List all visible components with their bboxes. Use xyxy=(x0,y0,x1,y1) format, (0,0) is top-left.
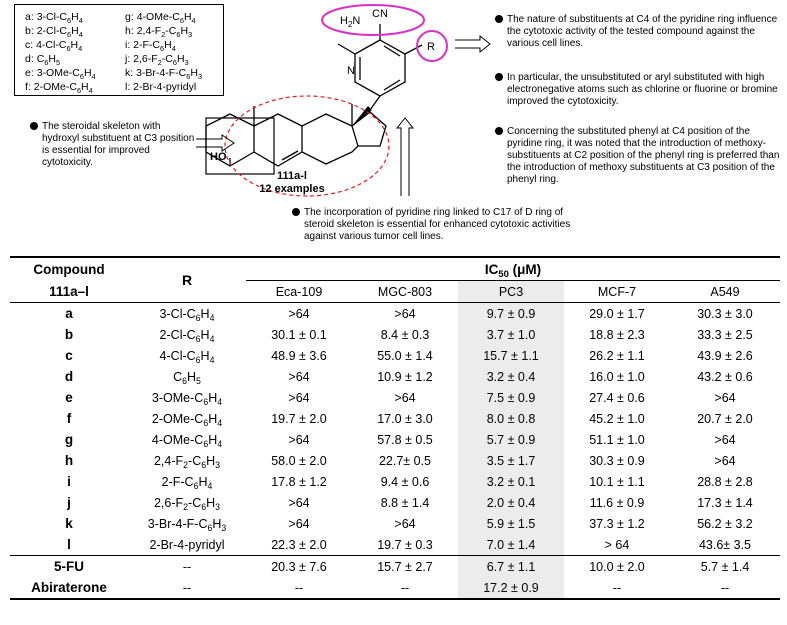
ic50-value: 8.0 ± 0.8 xyxy=(458,408,564,429)
table-row xyxy=(10,492,780,513)
ic50-value: 5.7 ± 0.9 xyxy=(458,429,564,450)
examples-label: 12 examples xyxy=(259,183,325,195)
ic50-value: 30.3 ± 0.9 xyxy=(589,453,645,468)
header-compound-ids: 111a–l xyxy=(49,283,89,299)
header-ic50: $IC_{50}$ (μM) xyxy=(246,257,780,281)
bullet-icon xyxy=(30,122,38,130)
table-row xyxy=(10,471,780,492)
ic50-value: 22.3 ± 2.0 xyxy=(271,537,327,552)
substituent-r: $2-Cl-C_6H_4$ xyxy=(159,327,215,344)
ic50-value: 22.7± 0.5 xyxy=(378,453,432,468)
cn-label: CN xyxy=(372,8,388,20)
ic50-value: 30.3 ± 3.0 xyxy=(697,306,753,321)
ic50-value: 3.7 ± 1.0 xyxy=(458,324,564,345)
substituent-r: 2-Br-4-pyridyl xyxy=(149,537,225,552)
legend-c: c: $4-Cl-C_6H_4$ xyxy=(25,39,83,53)
ic50-value: >64 xyxy=(288,432,310,447)
table-row xyxy=(10,429,780,450)
ic50-value: 57.8 ± 0.5 xyxy=(377,432,433,447)
ic50-value: -- xyxy=(294,580,304,595)
ic50-value: 7.5 ± 0.9 xyxy=(458,387,564,408)
ic50-value: >64 xyxy=(288,390,310,405)
note-steroid: The steroidal skeleton with hydroxyl substituent at C3 position is essential for improved cytotoxicity. xyxy=(30,121,200,169)
substituent-r: -- xyxy=(182,559,192,574)
ic50-value: >64 xyxy=(288,516,310,531)
ic50-value: >64 xyxy=(714,390,736,405)
legend-i: i: $2-F-C_6H_4$ xyxy=(125,39,176,53)
note-right-2: In particular, the unsubstituted or aryl substituted with high electronegative atoms such as chlorine or fluorine or bromine improved the cytotoxicity. xyxy=(495,72,780,108)
note-right-1: The nature of substituents at C4 of the pyridine ring influence the cytotoxic activity of the tested compound against the various cell lines. xyxy=(495,14,780,50)
ic50-value: 16.0 ± 1.0 xyxy=(589,369,645,384)
ic50-value: 19.7 ± 0.3 xyxy=(377,537,433,552)
table-row xyxy=(10,366,780,387)
ic50-value: 3.2 ± 0.4 xyxy=(458,366,564,387)
legend-a: a: $3-Cl-C_6H_4$ xyxy=(25,11,83,25)
ic50-value: -- xyxy=(400,580,410,595)
ic50-value: 45.2 ± 1.0 xyxy=(589,411,645,426)
ic50-table xyxy=(10,256,780,600)
ic50-value: 33.3 ± 2.5 xyxy=(697,327,753,342)
legend-b: b: $2-Cl-C_6H_4$ xyxy=(25,25,83,39)
ic50-value: 17.2 ± 0.9 xyxy=(458,577,564,599)
ic50-value: >64 xyxy=(288,495,310,510)
substituent-r: $2-OMe-C_6H_4$ xyxy=(151,411,223,428)
ic50-value: >64 xyxy=(394,516,416,531)
legend-k: k: $3-Br-4-F-C_6H_3$ xyxy=(125,67,203,81)
ic50-value: 30.1 ± 0.1 xyxy=(271,327,327,342)
ic50-value: >64 xyxy=(714,453,736,468)
substituent-r: $3-Br-4-F-C_6H_3$ xyxy=(147,516,227,533)
ic50-value: -- xyxy=(720,580,730,595)
substituent-r: $2,6-F_2-C_6H_3$ xyxy=(153,495,221,512)
substituent-r: $2-F-C_6H_4$ xyxy=(161,474,213,491)
ic50-value: >64 xyxy=(288,306,310,321)
ic50-value: 3.5 ± 1.7 xyxy=(458,450,564,471)
substituent-r: $3-Cl-C_6H_4$ xyxy=(159,306,215,323)
ic50-value: 7.0 ± 1.4 xyxy=(458,534,564,556)
ic50-value: 48.9 ± 3.6 xyxy=(271,348,327,363)
compound-id: i xyxy=(67,474,71,489)
ic50-value: >64 xyxy=(394,390,416,405)
substituent-r: -- xyxy=(182,580,192,595)
ic50-value: 26.2 ± 1.1 xyxy=(589,348,645,363)
ic50-value: 43.6± 3.5 xyxy=(698,537,752,552)
r-label: R xyxy=(427,41,435,53)
ic50-value: -- xyxy=(612,580,622,595)
table-row xyxy=(10,513,780,534)
ic50-value: 51.1 ± 1.0 xyxy=(589,432,645,447)
bullet-icon xyxy=(292,208,300,216)
ic50-value: 43.9 ± 2.6 xyxy=(697,348,753,363)
bullet-icon xyxy=(495,73,503,81)
n-label: N xyxy=(347,65,355,77)
table-row xyxy=(10,450,780,471)
ic50-value: 8.4 ± 0.3 xyxy=(380,327,430,342)
ic50-value: 56.2 ± 3.2 xyxy=(697,516,753,531)
ic50-value: 15.7 ± 2.7 xyxy=(377,559,433,574)
ho-label: HO xyxy=(210,151,227,163)
ic50-value: 27.4 ± 0.6 xyxy=(589,390,645,405)
ic50-value: 2.0 ± 0.4 xyxy=(458,492,564,513)
ic50-value: 6.7 ± 1.1 xyxy=(458,556,564,578)
note-right-3: Concerning the substituted phenyl at C4 position of the pyridine ring, it was noted that the introduction of methoxy- substituents at C2 position of the phenyl ring is preferred than the introduction of methoxy substituents at C3 position of the phenyl ring. xyxy=(495,126,780,186)
ic50-value: 3.2 ± 0.1 xyxy=(458,471,564,492)
note-pyridine: The incorporation of pyridine ring linked to C17 of D ring of steroid skeleton is essential for enhanced cytotoxic activities against various tumor cell lines. xyxy=(292,207,592,243)
compound-id: 5-FU xyxy=(54,559,84,574)
ic50-value: 58.0 ± 2.0 xyxy=(271,453,327,468)
compound-label: 111a-l xyxy=(277,170,307,182)
legend-d: d: $C_6H_5$ xyxy=(25,53,61,67)
table-row xyxy=(10,387,780,408)
substituent-r: $4-Cl-C_6H_4$ xyxy=(159,348,215,365)
ic50-value: 37.3 ± 1.2 xyxy=(589,516,645,531)
ic50-value: >64 xyxy=(714,432,736,447)
compound-id: f xyxy=(66,411,72,426)
bullet-icon xyxy=(495,15,503,23)
header-mcf7: MCF-7 xyxy=(597,284,637,299)
header-mgc803: MGC-803 xyxy=(377,284,433,299)
legend-f: f: $2-OMe-C_6H_4$ xyxy=(25,81,93,95)
substituent-r: $3-OMe-C_6H_4$ xyxy=(151,390,223,407)
ic50-value: 5.9 ± 1.5 xyxy=(458,513,564,534)
ic50-value: 10.9 ± 1.2 xyxy=(377,369,433,384)
ic50-value: 10.1 ± 1.1 xyxy=(589,474,645,489)
table-row xyxy=(10,324,780,345)
header-pc3: PC3 xyxy=(458,281,564,303)
ic50-value: 8.8 ± 1.4 xyxy=(380,495,430,510)
compound-id: c xyxy=(65,348,73,363)
legend-e: e: $3-OMe-C_6H_4$ xyxy=(25,67,96,81)
ic50-value: 29.0 ± 1.7 xyxy=(589,306,645,321)
table-row xyxy=(10,534,780,556)
ic50-value: >64 xyxy=(394,306,416,321)
bullet-icon xyxy=(495,127,503,135)
table-row xyxy=(10,303,780,325)
header-eca109: Eca-109 xyxy=(275,284,323,299)
ic50-value: 20.7 ± 2.0 xyxy=(697,411,753,426)
table-row xyxy=(10,577,780,599)
compound-id: a xyxy=(65,306,73,321)
compound-id: Abiraterone xyxy=(31,580,107,595)
legend-h: h: $2,4-F_2-C_6H_3$ xyxy=(125,25,193,39)
table-body xyxy=(10,303,780,600)
ic50-value: 17.0 ± 3.0 xyxy=(377,411,433,426)
compound-id: b xyxy=(64,327,74,342)
compound-id: e xyxy=(65,390,73,405)
ic50-value: 9.4 ± 0.6 xyxy=(380,474,430,489)
ic50-value: 17.3 ± 1.4 xyxy=(697,495,753,510)
ic50-value: 43.2 ± 0.6 xyxy=(697,369,753,384)
header-a549: A549 xyxy=(710,284,740,299)
substituent-r: $4-OMe-C_6H_4$ xyxy=(151,432,223,449)
ic50-value: 11.6 ± 0.9 xyxy=(589,495,645,510)
table-row xyxy=(10,408,780,429)
compound-id: j xyxy=(67,495,71,510)
ic50-value: 19.7 ± 2.0 xyxy=(271,411,327,426)
compound-id: d xyxy=(64,369,74,384)
ic50-value: 15.7 ± 1.1 xyxy=(458,345,564,366)
ic50-value: 28.8 ± 2.8 xyxy=(697,474,753,489)
substituent-r: $C_6H_5$ xyxy=(173,369,201,386)
ic50-value: > 64 xyxy=(604,537,630,552)
legend-l: l: 2-Br-4-pyridyl xyxy=(125,81,197,93)
header-compound: Compound xyxy=(33,261,105,277)
ic50-value: 20.3 ± 7.6 xyxy=(271,559,327,574)
ic50-value: 10.0 ± 2.0 xyxy=(589,559,645,574)
legend-j: j: $2,6-F_2-C_6H_3$ xyxy=(125,53,189,67)
compound-id: g xyxy=(64,432,74,447)
table-row xyxy=(10,556,780,578)
ic50-value: 55.0 ± 1.4 xyxy=(377,348,433,363)
ic50-value: 17.8 ± 1.2 xyxy=(271,474,327,489)
ic50-value: >64 xyxy=(288,369,310,384)
compound-id: h xyxy=(64,453,74,468)
table-row xyxy=(10,345,780,366)
header-r: R xyxy=(128,257,246,303)
ic50-value: 18.8 ± 2.3 xyxy=(589,327,645,342)
ic50-value: 5.7 ± 1.4 xyxy=(700,559,750,574)
compound-id: l xyxy=(67,537,71,552)
nh2-label: $H_2N$ xyxy=(340,15,361,29)
ic50-value: 9.7 ± 0.9 xyxy=(458,303,564,325)
substituent-r: $2,4-F_2-C_6H_3$ xyxy=(153,453,221,470)
compound-id: k xyxy=(65,516,73,531)
legend-g: g: $4-OMe-C_6H_4$ xyxy=(125,11,196,25)
